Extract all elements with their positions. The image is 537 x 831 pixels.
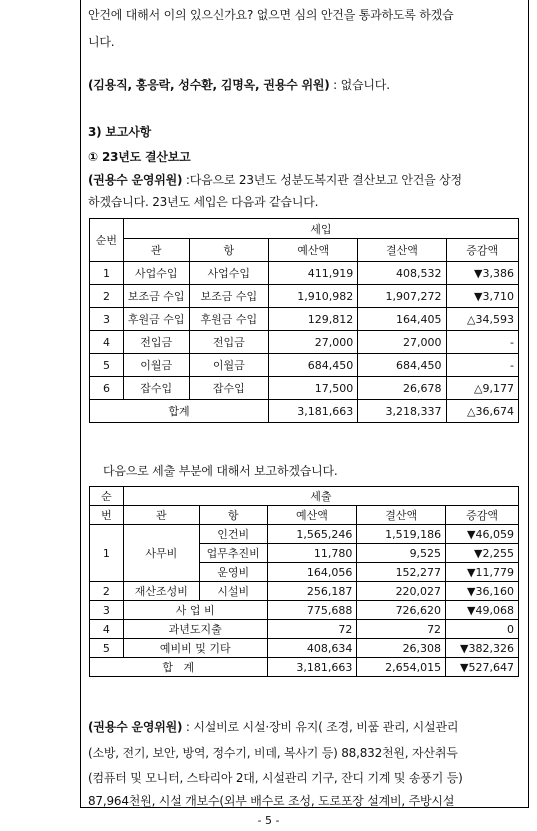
cell-settle: 26,678 [358, 377, 446, 400]
cell-name: 과년도지출 [123, 620, 267, 639]
cell-name: 사 업 비 [123, 601, 267, 620]
expense-header-settle: 결산액 [357, 506, 446, 525]
cell-no: 2 [90, 285, 124, 308]
cell-gwan: 사업수입 [123, 262, 189, 285]
closing-text-1: : 시설비로 시설·장비 유지( 조경, 비품 관리, 시설관리 [182, 720, 459, 734]
cell-hang: 시설비 [199, 582, 267, 601]
cell-settle: 1,907,272 [358, 285, 446, 308]
cell-hang: 사업수입 [189, 262, 269, 285]
cell-diff: ▼11,779 [446, 563, 519, 582]
cell-no: 2 [90, 582, 124, 601]
speech-line-2: 하겠습니다. 23년도 세입은 다음과 같습니다. [88, 195, 319, 209]
intro-line-1: 안건에 대해서 이의 있으신가요? 없으면 심의 안건을 통과하도록 하겠습 [88, 8, 454, 22]
cell-gwan: 잡수입 [123, 377, 189, 400]
cell-no: 1 [90, 525, 124, 582]
cell-budget: 129,812 [269, 308, 358, 331]
cell-diff: ▼46,059 [446, 525, 519, 544]
total-budget: 3,181,663 [267, 658, 357, 677]
income-header-hang: 항 [189, 239, 269, 262]
total-label: 합계 [90, 400, 269, 423]
expense-header-hang: 항 [199, 506, 267, 525]
table-row [90, 308, 519, 331]
cell-diff: ▼3,386 [446, 262, 519, 285]
table-row [90, 582, 519, 601]
table-row [90, 620, 519, 639]
cell-settle: 27,000 [358, 331, 446, 354]
total-settle: 3,218,337 [358, 400, 446, 423]
cell-no: 4 [90, 331, 124, 354]
cell-no: 5 [90, 354, 124, 377]
cell-diff: - [446, 331, 519, 354]
cell-budget: 1,565,246 [267, 525, 357, 544]
members-line [88, 76, 390, 93]
cell-settle: 408,532 [358, 262, 446, 285]
cell-settle: 9,525 [357, 544, 446, 563]
cell-settle: 726,620 [357, 601, 446, 620]
table-row [90, 285, 519, 308]
table-row [90, 354, 519, 377]
cell-hang: 전입금 [189, 331, 269, 354]
cell-budget: 11,780 [267, 544, 357, 563]
speech-line-1 [88, 171, 462, 188]
total-row [90, 400, 519, 423]
cell-budget: 1,910,982 [269, 285, 358, 308]
cell-hang: 후원금 수입 [189, 308, 269, 331]
cell-hang: 잡수입 [189, 377, 269, 400]
total-row [90, 658, 519, 677]
cell-hang: 이월금 [189, 354, 269, 377]
cell-settle: 152,277 [357, 563, 446, 582]
cell-no: 4 [90, 620, 124, 639]
cell-gwan: 재산조성비 [123, 582, 199, 601]
expense-header-no-1: 순 [90, 487, 124, 506]
cell-settle: 26,308 [357, 639, 446, 658]
closing-line-2: (소방, 전기, 보안, 방역, 정수기, 비데, 복사기 등) 88,832천원, 자산취득 [88, 746, 458, 760]
page-number: - 5 - [257, 814, 280, 827]
total-budget: 3,181,663 [269, 400, 358, 423]
table-row [90, 639, 519, 658]
closing-line-4: 87,964천원, 시설 개보수(외부 배수로 조성, 도로포장 설계비, 주방시설 [88, 794, 455, 808]
cell-settle: 164,405 [358, 308, 446, 331]
cell-budget: 775,688 [267, 601, 357, 620]
cell-gwan: 사무비 [123, 525, 199, 582]
cell-diff: ▼3,710 [446, 285, 519, 308]
table-row [90, 262, 519, 285]
cell-budget: 17,500 [269, 377, 358, 400]
cell-settle: 220,027 [357, 582, 446, 601]
cell-settle: 72 [357, 620, 446, 639]
total-diff: ▼527,647 [446, 658, 519, 677]
total-diff: △36,674 [446, 400, 519, 423]
expense-header-gwan: 관 [123, 506, 199, 525]
total-settle: 2,654,015 [357, 658, 446, 677]
cell-settle: 684,450 [358, 354, 446, 377]
total-label: 합 계 [90, 658, 268, 677]
speaker-name: (권용수 운영위원) [88, 173, 183, 187]
cell-budget: 408,634 [267, 639, 357, 658]
cell-no: 1 [90, 262, 124, 285]
item-heading: ① 23년도 결산보고 [88, 150, 191, 164]
table-row [90, 525, 519, 544]
cell-diff: ▼2,255 [446, 544, 519, 563]
cell-hang: 인건비 [199, 525, 267, 544]
cell-hang: 운영비 [199, 563, 267, 582]
expense-intro: 다음으로 세출 부분에 대해서 보고하겠습니다. [103, 464, 338, 478]
intro-line-2: 니다. [88, 35, 115, 49]
income-header-settle: 결산액 [358, 239, 446, 262]
cell-diff: 0 [446, 620, 519, 639]
cell-budget: 27,000 [269, 331, 358, 354]
cell-diff: △9,177 [446, 377, 519, 400]
cell-name: 예비비 및 기타 [123, 639, 267, 658]
table-row [90, 377, 519, 400]
cell-budget: 72 [267, 620, 357, 639]
cell-hang: 보조금 수입 [189, 285, 269, 308]
expense-header-no-2: 번 [90, 506, 124, 525]
income-header-group: 세입 [123, 219, 518, 239]
cell-gwan: 후원금 수입 [123, 308, 189, 331]
income-header-budget: 예산액 [269, 239, 358, 262]
closing-line-1 [88, 718, 458, 735]
expense-header-group: 세출 [123, 487, 518, 506]
expense-table [89, 486, 519, 677]
cell-gwan: 전입금 [123, 331, 189, 354]
cell-settle: 1,519,186 [357, 525, 446, 544]
cell-gwan: 보조금 수입 [123, 285, 189, 308]
cell-no: 5 [90, 639, 124, 658]
closing-line-3: (컴퓨터 및 모니터, 스타리아 2대, 시설관리 기구, 잔디 기계 및 송풍기 등) [88, 771, 463, 785]
expense-header-budget: 예산액 [267, 506, 357, 525]
cell-budget: 411,919 [269, 262, 358, 285]
cell-hang: 업무추진비 [199, 544, 267, 563]
cell-no: 3 [90, 601, 124, 620]
cell-no: 3 [90, 308, 124, 331]
closing-speaker: (권용수 운영위원) [88, 720, 183, 734]
cell-diff: ▼382,326 [446, 639, 519, 658]
cell-diff: - [446, 354, 519, 377]
cell-budget: 164,056 [267, 563, 357, 582]
table-row [90, 331, 519, 354]
income-header-gwan: 관 [123, 239, 189, 262]
cell-budget: 684,450 [269, 354, 358, 377]
expense-header-diff: 증감액 [446, 506, 519, 525]
table-row [90, 601, 519, 620]
income-header-no: 순번 [90, 219, 124, 262]
speech-text-1: :다음으로 23년도 성분도복지관 결산보고 안건을 상정 [182, 173, 462, 187]
section-heading: 3) 보고사항 [88, 125, 151, 139]
cell-gwan: 이월금 [123, 354, 189, 377]
cell-diff: ▼36,160 [446, 582, 519, 601]
cell-budget: 256,187 [267, 582, 357, 601]
cell-diff: △34,593 [446, 308, 519, 331]
income-header-diff: 증감액 [446, 239, 519, 262]
members-reply: : 없습니다. [329, 78, 390, 92]
cell-no: 6 [90, 377, 124, 400]
members-names: (김용직, 홍응락, 성수환, 김명옥, 권용수 위원) [88, 78, 330, 92]
income-table [89, 218, 519, 423]
cell-diff: ▼49,068 [446, 601, 519, 620]
